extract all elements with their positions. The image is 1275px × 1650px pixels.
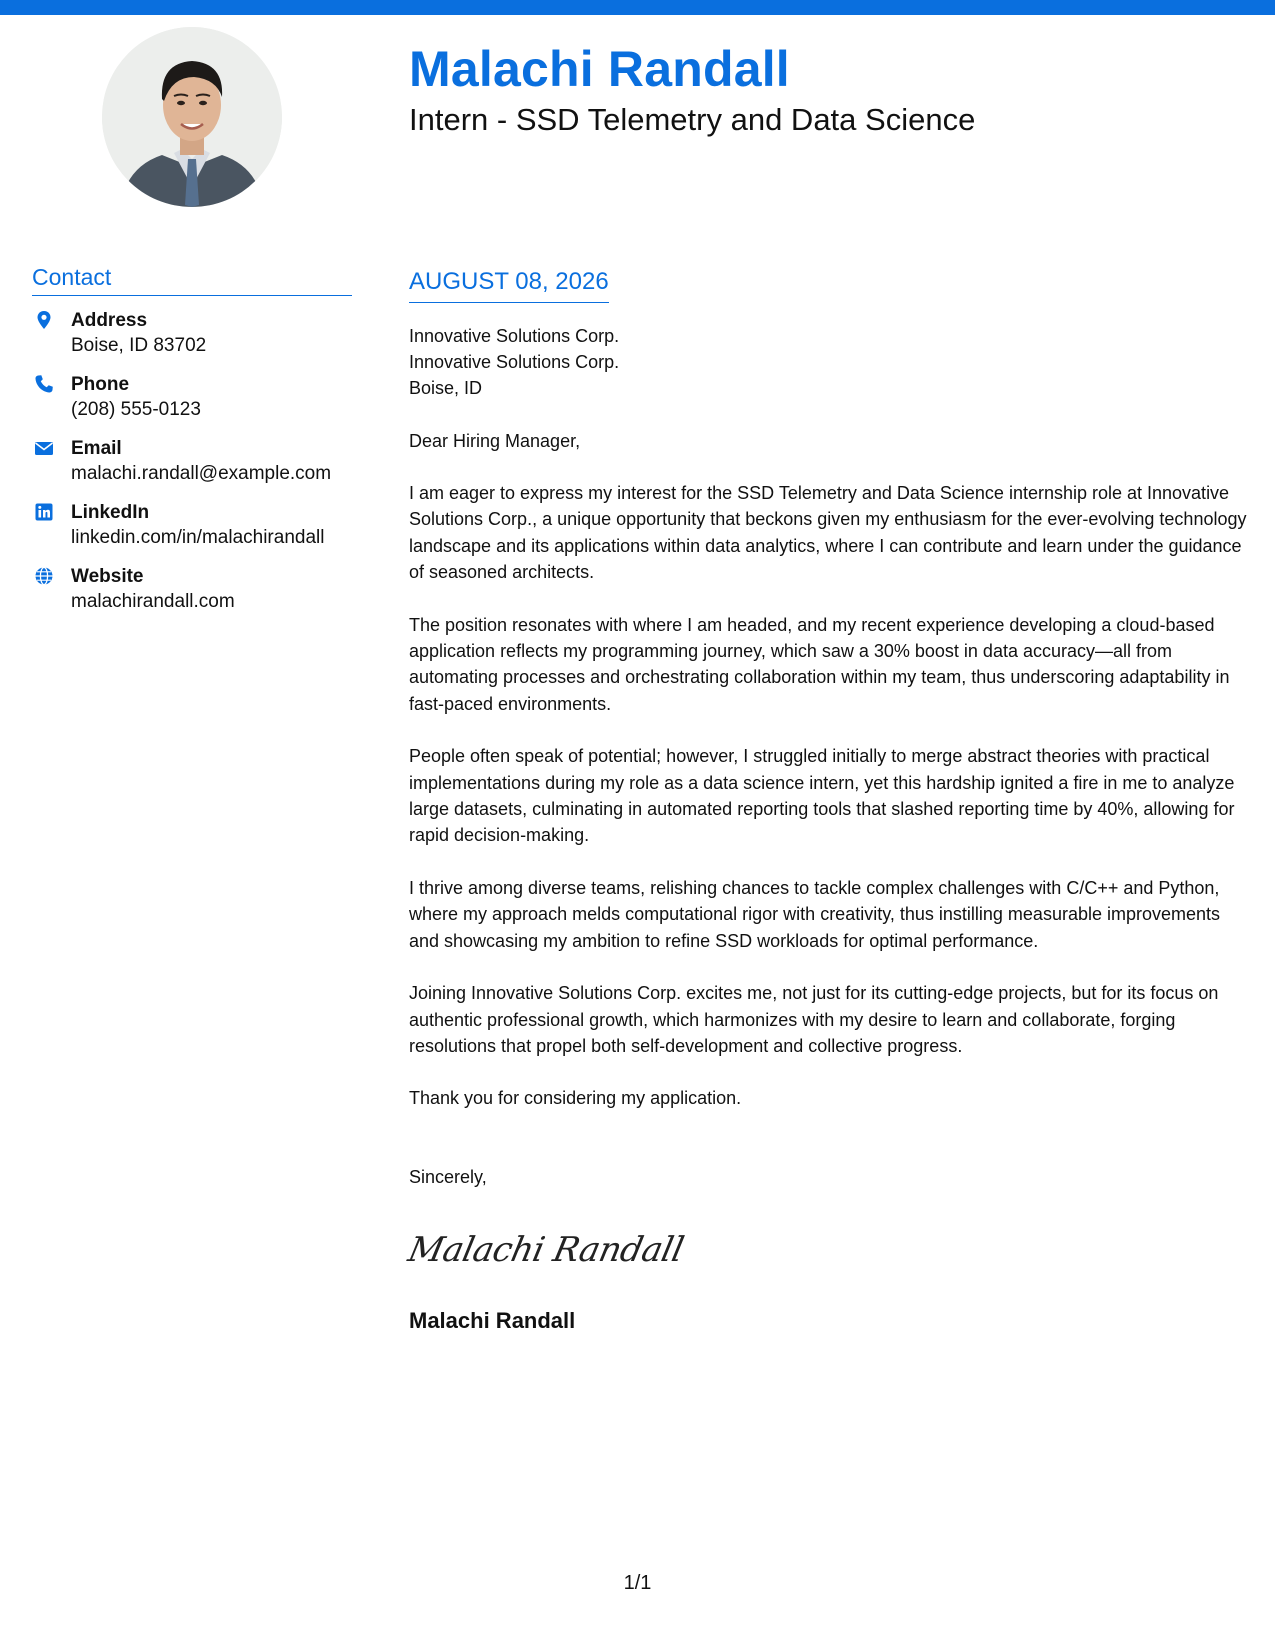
map-pin-icon	[34, 310, 54, 330]
email-icon	[34, 438, 54, 458]
linkedin-icon	[34, 502, 54, 522]
profile-photo-illustration	[102, 27, 282, 207]
recipient-line: Boise, ID	[409, 378, 483, 398]
closing: Sincerely,	[409, 1166, 487, 1187]
contact-label: Email	[71, 438, 122, 459]
letter-date: AUGUST 08, 2026	[409, 268, 609, 303]
paragraph: People often speak of potential; however, I struggled initially to merge abstract theories with practical implementations during my role as a data science intern, yet this hardship ignited a fire in me to analyze large datasets, culminating in automated reporting tools that slashed reporting time by 40%, allowing for rapid decision-making.	[409, 746, 1235, 846]
contact-value: malachirandall.com	[71, 591, 235, 612]
paragraph: Thank you for considering my application.	[409, 1088, 742, 1109]
contact-value: (208) 555-0123	[71, 399, 201, 420]
recipient-block	[409, 323, 1249, 401]
phone-icon	[34, 374, 54, 394]
contact-label: Phone	[71, 374, 130, 395]
contact-label: Website	[71, 566, 144, 587]
contact-item-email	[32, 436, 352, 486]
recipient-line: Innovative Solutions Corp.	[409, 326, 620, 346]
salutation: Dear Hiring Manager,	[409, 431, 581, 451]
contact-item-phone	[32, 372, 352, 422]
contact-item-address	[32, 308, 352, 358]
globe-icon	[34, 566, 54, 586]
contact-sidebar	[32, 264, 352, 628]
recipient-line: Innovative Solutions Corp.	[409, 352, 620, 372]
paragraph: The position resonates with where I am headed, and my recent experience developing a cloud-based application reflects my programming journey, which saw a 30% boost in data accuracy—all from automating processes and orchestrating collaboration within my team, thus underscoring adaptability in fast-paced environments.	[409, 614, 1230, 714]
handwritten-signature: Malachi Randall	[404, 1229, 687, 1270]
contact-value: linkedin.com/in/malachirandall	[71, 527, 325, 548]
paragraph: I thrive among diverse teams, relishing chances to tackle complex challenges with C/C++ and Python, where my approach melds computational rigor with creativity, thus instilling measurable improvements and showcasing my ambition to refine SSD workloads for optimal performance.	[409, 877, 1221, 951]
page-number: 1/1	[623, 1572, 652, 1594]
contact-item-website	[32, 564, 352, 614]
contact-label: Address	[71, 310, 148, 331]
job-title: Intern - SSD Telemetry and Data Science	[409, 102, 976, 137]
paragraph: Joining Innovative Solutions Corp. excites me, not just for its cutting-edge projects, but for its focus on authentic professional growth, which harmonizes with my desire to learn and collaborate, forging resolutions that propel both self-development and collective progress.	[409, 983, 1219, 1056]
contact-value: Boise, ID 83702	[71, 335, 207, 356]
profile-photo	[102, 27, 282, 207]
paragraph: I am eager to express my interest for the SSD Telemetry and Data Science internship role at Innovative Solutions Corp., a unique opportunity that beckons given my enthusiasm for the ever-evolving technology landscape and its applications within data analytics, where I can contribute and learn under the guidance of seasoned architects.	[409, 483, 1247, 583]
contact-item-linkedin	[32, 500, 352, 550]
contact-value: malachi.randall@example.com	[71, 463, 332, 484]
letter-body	[404, 268, 1249, 1334]
contact-heading: Contact	[32, 264, 352, 296]
signer-name: Malachi Randall	[409, 1307, 576, 1333]
candidate-name: Malachi Randall	[409, 41, 790, 97]
top-accent-bar	[0, 0, 1275, 15]
contact-label: LinkedIn	[71, 502, 150, 523]
